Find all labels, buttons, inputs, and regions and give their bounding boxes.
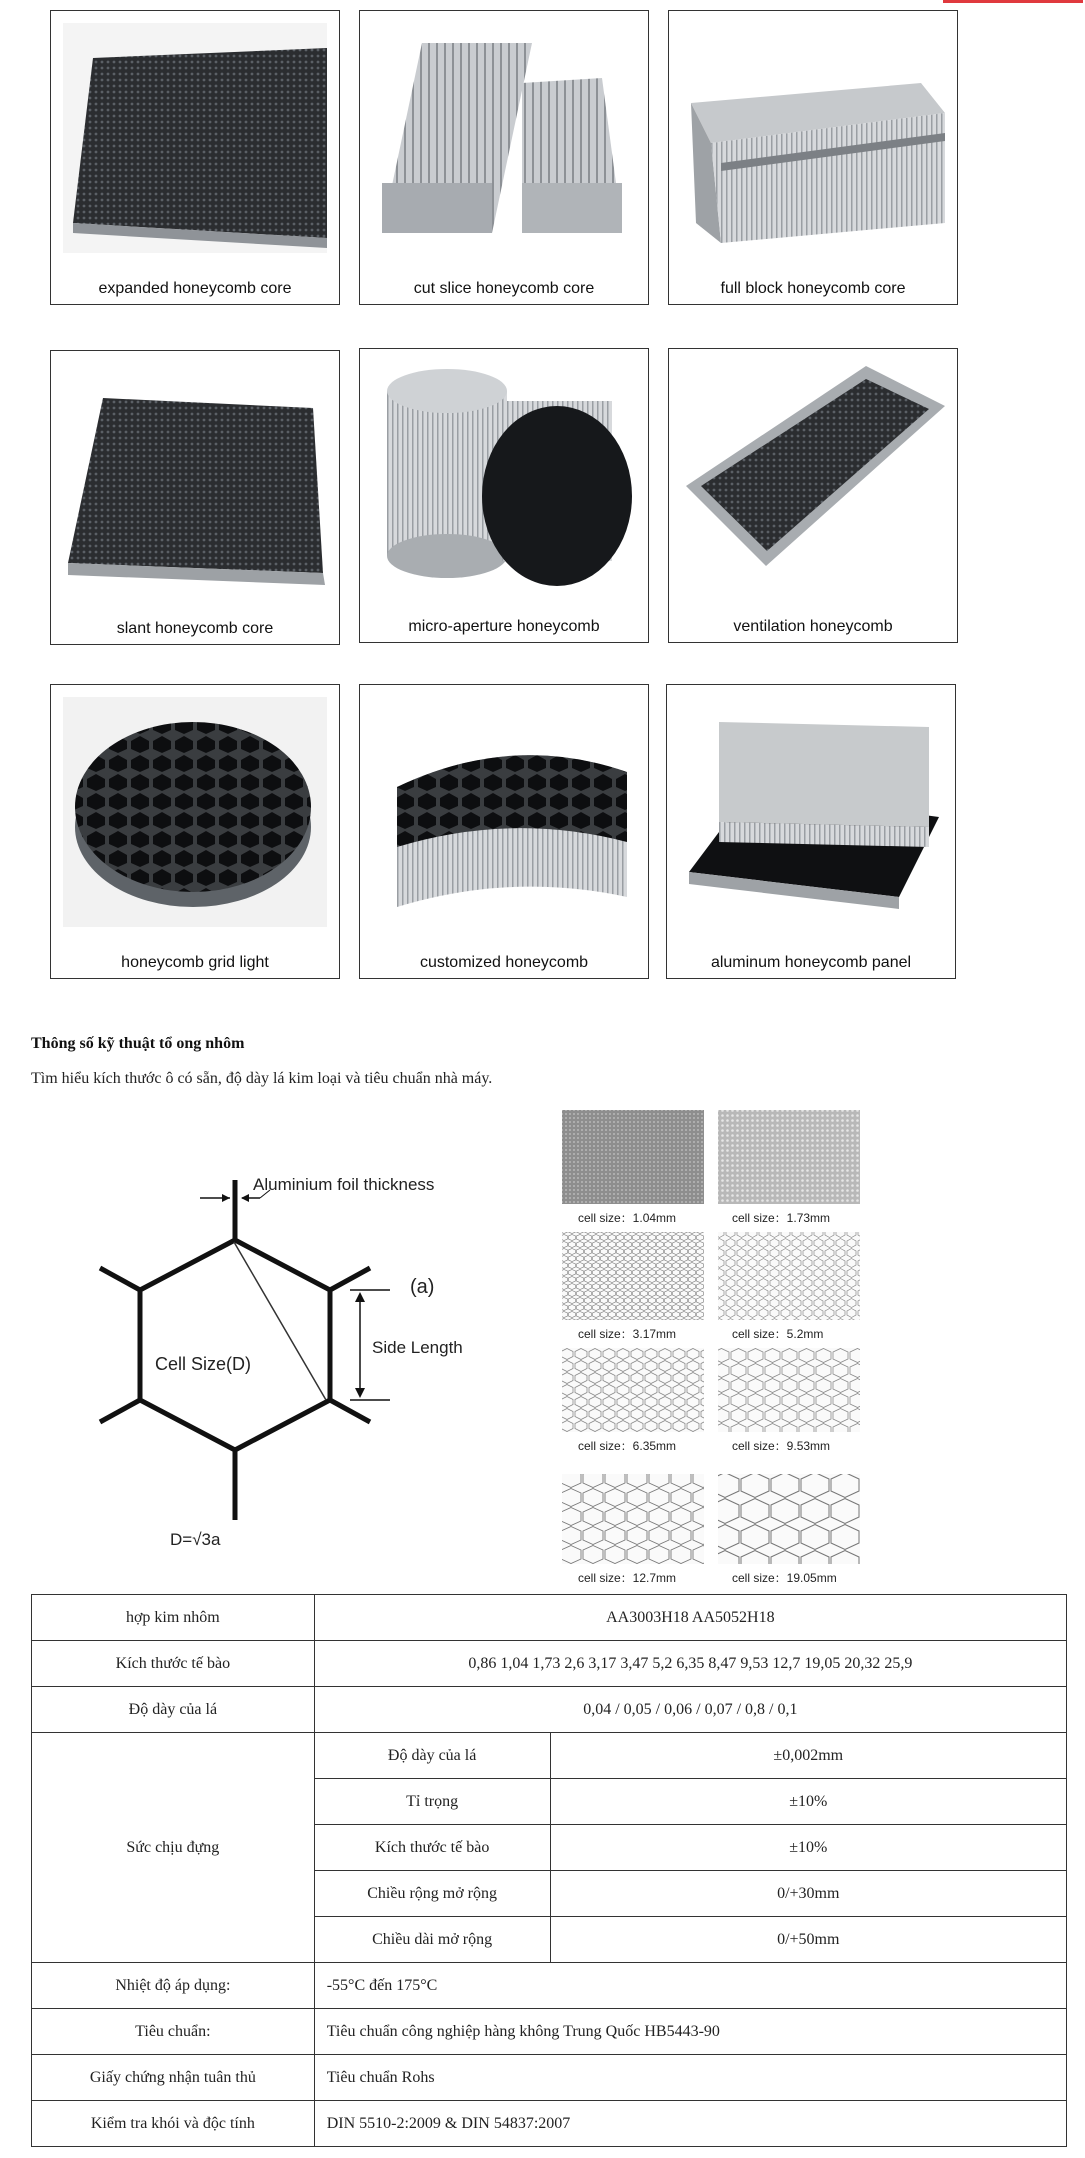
honeycomb-cell-diagram (60, 1150, 510, 1550)
swatch-5-2mm (718, 1232, 860, 1320)
table-row (32, 1687, 1067, 1733)
product-image (372, 23, 636, 253)
sub-label: Chiều rộng mở rộng (314, 1871, 550, 1917)
sub-label: Độ dày của lá (314, 1733, 550, 1779)
table-row (32, 1963, 1067, 2009)
foil-thickness-label: Aluminium foil thickness (253, 1175, 435, 1194)
product-image (63, 363, 327, 593)
swatch-caption: cell size：19.05mm (732, 1571, 837, 1585)
product-card-full-block[interactable] (668, 10, 958, 305)
product-image (679, 697, 943, 927)
sub-label: Tỉ trọng (314, 1779, 550, 1825)
swatch-caption: cell size：1.04mm (578, 1211, 677, 1225)
swatch-caption: cell size：1.73mm (732, 1211, 831, 1225)
formula-label: D=√3a (170, 1530, 221, 1549)
product-image (63, 23, 327, 253)
row-label: Giấy chứng nhận tuân thủ (32, 2055, 315, 2101)
product-card-expanded[interactable] (50, 10, 340, 305)
product-card-aluminum-panel[interactable] (666, 684, 956, 979)
row-label: Độ dày của lá (32, 1687, 315, 1733)
swatch-1-04mm (562, 1110, 704, 1204)
table-row (32, 1733, 1067, 1779)
product-image (372, 361, 636, 591)
product-card-cut-slice[interactable] (359, 10, 649, 305)
section-title: Thông số kỹ thuật tổ ong nhôm (31, 1035, 245, 1052)
product-card-slant[interactable] (50, 350, 340, 645)
swatch-caption: cell size：12.7mm (578, 1571, 677, 1585)
product-caption: micro-aperture honeycomb (408, 618, 600, 635)
swatch-3-17mm (562, 1232, 704, 1320)
cell-size-label: Cell Size(D) (155, 1354, 252, 1374)
side-length-label: Side Length (372, 1338, 463, 1357)
table-row (32, 2055, 1067, 2101)
row-value: 0,86 1,04 1,73 2,6 3,17 3,47 5,2 6,35 8,47 9,53 12,7 19,05 20,32 25,9 (314, 1641, 1066, 1687)
row-label: Kích thước tế bào (32, 1641, 315, 1687)
product-image (681, 23, 945, 253)
product-caption: customized honeycomb (419, 954, 589, 971)
swatch-9-53mm (718, 1348, 860, 1432)
product-image (372, 697, 636, 927)
product-caption: cut slice honeycomb core (413, 280, 595, 297)
sub-value: 0/+30mm (550, 1871, 1067, 1917)
product-card-micro-aperture[interactable] (359, 348, 649, 643)
table-row (32, 2101, 1067, 2147)
swatch-12-7mm (562, 1474, 704, 1564)
swatch-caption: cell size：6.35mm (578, 1439, 677, 1453)
sub-value: ±10% (550, 1825, 1067, 1871)
row-label: Kiểm tra khói và độc tính (32, 2101, 315, 2147)
row-value: Tiêu chuẩn Rohs (314, 2055, 1066, 2101)
spec-table (31, 1594, 1067, 2147)
table-row (32, 1595, 1067, 1641)
sub-label: Chiều dài mở rộng (314, 1917, 550, 1963)
a-label: (a) (410, 1276, 435, 1298)
row-value: AA3003H18 AA5052H18 (314, 1595, 1066, 1641)
product-caption: honeycomb grid light (121, 954, 269, 971)
sub-value: 0/+50mm (550, 1917, 1067, 1963)
row-value: Tiêu chuẩn công nghiệp hàng không Trung Quốc HB5443-90 (314, 2009, 1066, 2055)
section-description: Tìm hiểu kích thước ô có sẵn, độ dày lá kim loại và tiêu chuẩn nhà máy. (31, 1070, 493, 1087)
table-row (32, 1641, 1067, 1687)
cell-size-swatches (560, 1108, 872, 1588)
product-card-ventilation[interactable] (668, 348, 958, 643)
product-image (63, 697, 327, 927)
row-label: hợp kim nhôm (32, 1595, 315, 1641)
product-caption: expanded honeycomb core (98, 280, 292, 297)
row-label: Sức chịu đựng (32, 1733, 315, 1963)
row-value: 0,04 / 0,05 / 0,06 / 0,07 / 0,8 / 0,1 (314, 1687, 1066, 1733)
product-card-customized[interactable] (359, 684, 649, 979)
swatch-caption: cell size：5.2mm (732, 1327, 824, 1341)
sub-label: Kích thước tế bào (314, 1825, 550, 1871)
product-caption: full block honeycomb core (720, 280, 906, 297)
swatch-19-05mm (718, 1474, 860, 1564)
product-caption: slant honeycomb core (116, 620, 274, 637)
product-caption: ventilation honeycomb (733, 618, 893, 635)
row-value: -55°C đến 175°C (314, 1963, 1066, 2009)
product-card-grid-light[interactable] (50, 684, 340, 979)
product-caption: aluminum honeycomb panel (710, 954, 912, 971)
row-label: Tiêu chuẩn: (32, 2009, 315, 2055)
table-row (32, 2009, 1067, 2055)
sub-value: ±0,002mm (550, 1733, 1067, 1779)
swatch-6-35mm (562, 1348, 704, 1432)
row-label: Nhiệt độ áp dụng: (32, 1963, 315, 2009)
swatch-caption: cell size：3.17mm (578, 1327, 677, 1341)
swatch-1-73mm (718, 1110, 860, 1204)
product-image (681, 361, 945, 591)
sub-value: ±10% (550, 1779, 1067, 1825)
top-accent-bar (943, 0, 1083, 3)
swatch-caption: cell size：9.53mm (732, 1439, 831, 1453)
row-value: DIN 5510-2:2009 & DIN 54837:2007 (314, 2101, 1066, 2147)
